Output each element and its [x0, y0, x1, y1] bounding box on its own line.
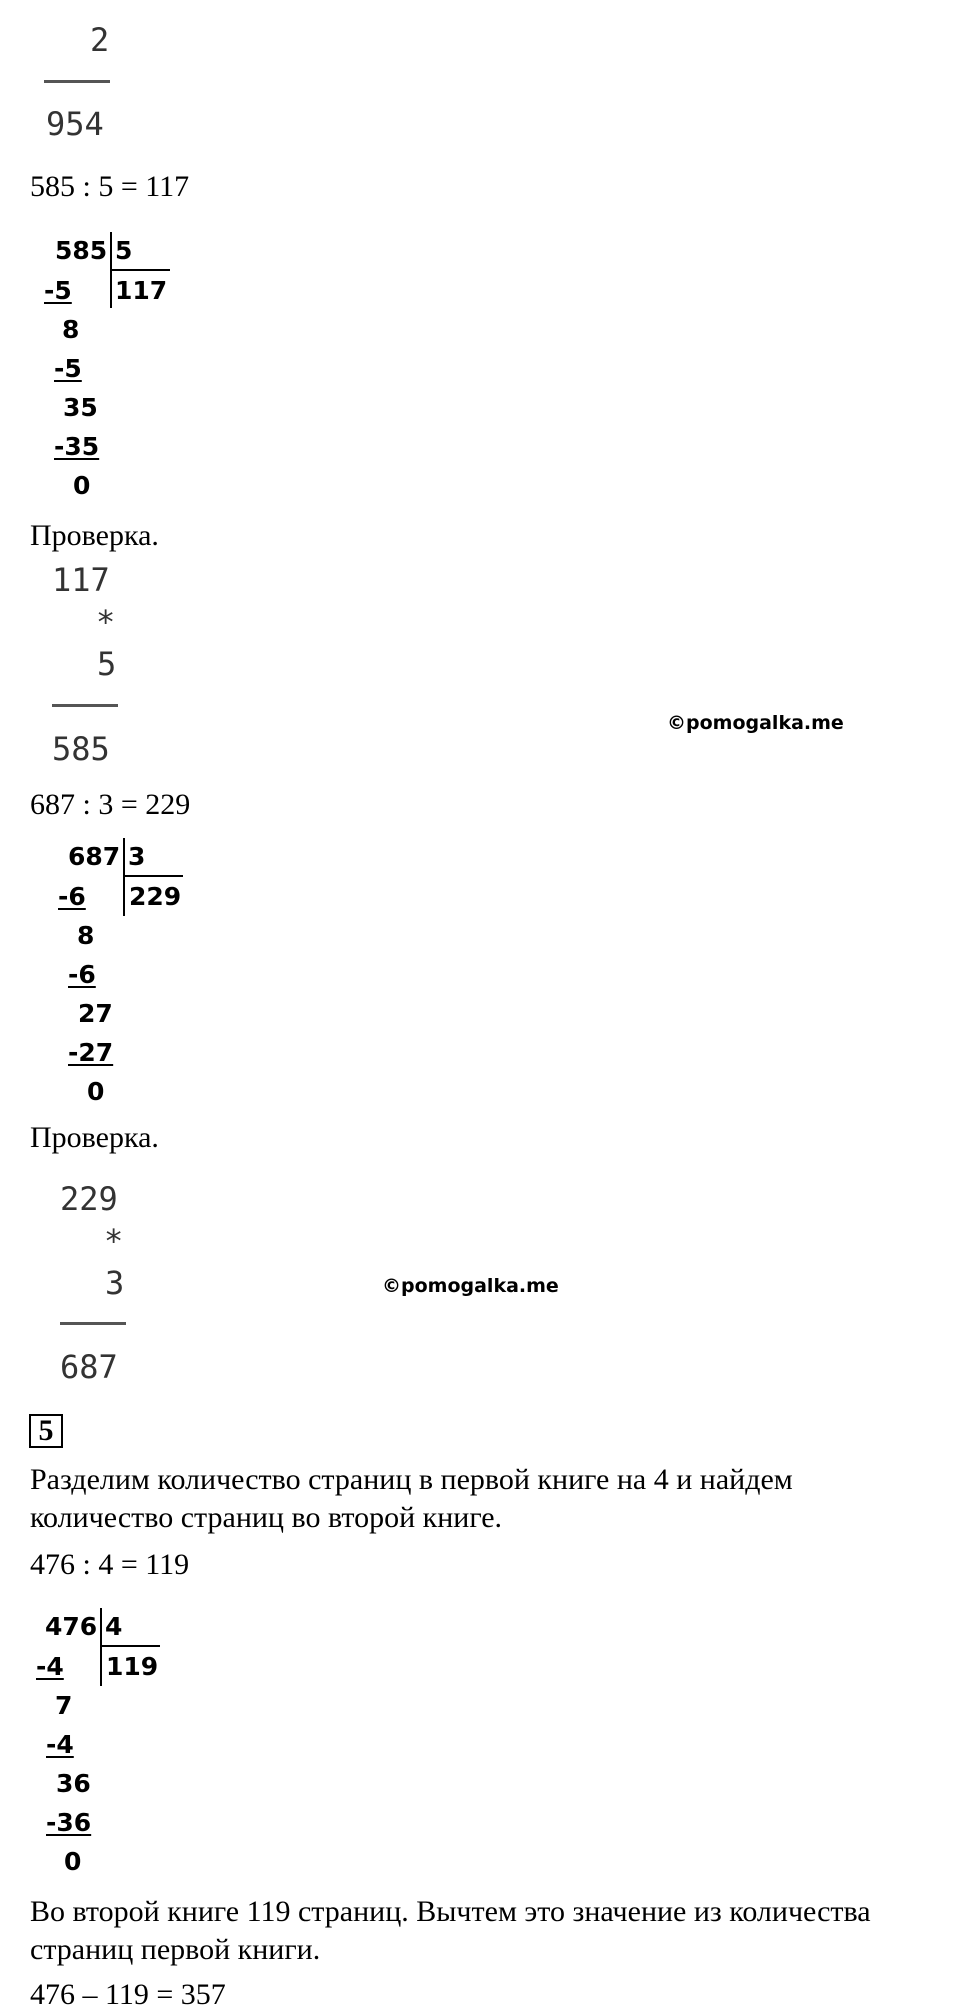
paragraph-2-line-1: Во второй книге 119 страниц. Вычтем это значение из количества — [30, 1895, 871, 1928]
div3-quotient: 119 — [106, 1652, 159, 1681]
check-1-result: 585 — [52, 730, 110, 768]
div1-step: -5 — [44, 276, 72, 305]
paragraph-2-line-2: страниц первой книги. — [30, 1933, 321, 1966]
div2-step: -27 — [68, 1038, 114, 1067]
check-1-operator: * — [96, 603, 116, 641]
mult-top-line — [44, 80, 110, 83]
div2-step: 27 — [78, 999, 113, 1028]
equation-3: 476 : 4 = 119 — [30, 1548, 190, 1581]
check-1-factor-a: 117 — [52, 561, 110, 599]
check-1-line — [52, 704, 118, 707]
div1-dividend: 585 — [55, 236, 108, 265]
check-2-factor-b: 3 — [105, 1264, 125, 1302]
div2-dividend: 687 — [68, 842, 121, 871]
div2-step: 0 — [87, 1077, 105, 1106]
check-2-operator: * — [104, 1222, 124, 1260]
watermark-2: ©pomogalka.me — [382, 1275, 559, 1297]
div1-step: 0 — [73, 471, 91, 500]
check-2-line — [60, 1322, 126, 1325]
div1-step: 35 — [63, 393, 98, 422]
equation-1: 585 : 5 = 117 — [30, 170, 190, 203]
div2-step: -6 — [58, 882, 86, 911]
div3-step: -4 — [46, 1730, 74, 1759]
div3-step: 0 — [64, 1847, 82, 1876]
equation-4: 476 – 119 = 357 — [30, 1978, 226, 2011]
div3-step: -36 — [46, 1808, 92, 1837]
task-number-box: 5 — [29, 1414, 63, 1448]
paragraph-1-line-1: Разделим количество страниц в первой книге на 4 и найдем — [30, 1463, 793, 1496]
check-2-factor-a: 229 — [60, 1180, 118, 1218]
div3-divisor: 4 — [105, 1612, 123, 1641]
div3-dividend: 476 — [45, 1612, 98, 1641]
div1-divisor: 5 — [115, 236, 133, 265]
div2-step: -6 — [68, 960, 96, 989]
div1-quotient: 117 — [115, 276, 168, 305]
check-2-result: 687 — [60, 1348, 118, 1386]
paragraph-1-line-2: количество страниц во второй книге. — [30, 1501, 503, 1534]
div2-divisor: 3 — [128, 842, 146, 871]
div2-quotient: 229 — [129, 882, 182, 911]
check-1-factor-b: 5 — [97, 645, 117, 683]
div3-vertical-bar — [100, 1608, 102, 1686]
equation-2: 687 : 3 = 229 — [30, 788, 191, 821]
div3-step: -4 — [36, 1652, 64, 1681]
div2-step: 8 — [77, 921, 95, 950]
div3-step: 36 — [56, 1769, 91, 1798]
div1-step: 8 — [62, 315, 80, 344]
div1-step: -35 — [54, 432, 100, 461]
div2-quotient-line — [123, 875, 183, 877]
mult-top-digit: 2 — [90, 21, 110, 59]
div2-vertical-bar — [123, 838, 125, 916]
div1-quotient-line — [110, 269, 170, 271]
div3-quotient-line — [100, 1645, 160, 1647]
check-1-label: Проверка. — [30, 519, 159, 552]
mult-top-result: 954 — [46, 105, 104, 143]
check-2-label: Проверка. — [30, 1121, 159, 1154]
watermark-1: ©pomogalka.me — [667, 712, 844, 734]
div3-step: 7 — [55, 1691, 73, 1720]
div1-step: -5 — [54, 354, 82, 383]
